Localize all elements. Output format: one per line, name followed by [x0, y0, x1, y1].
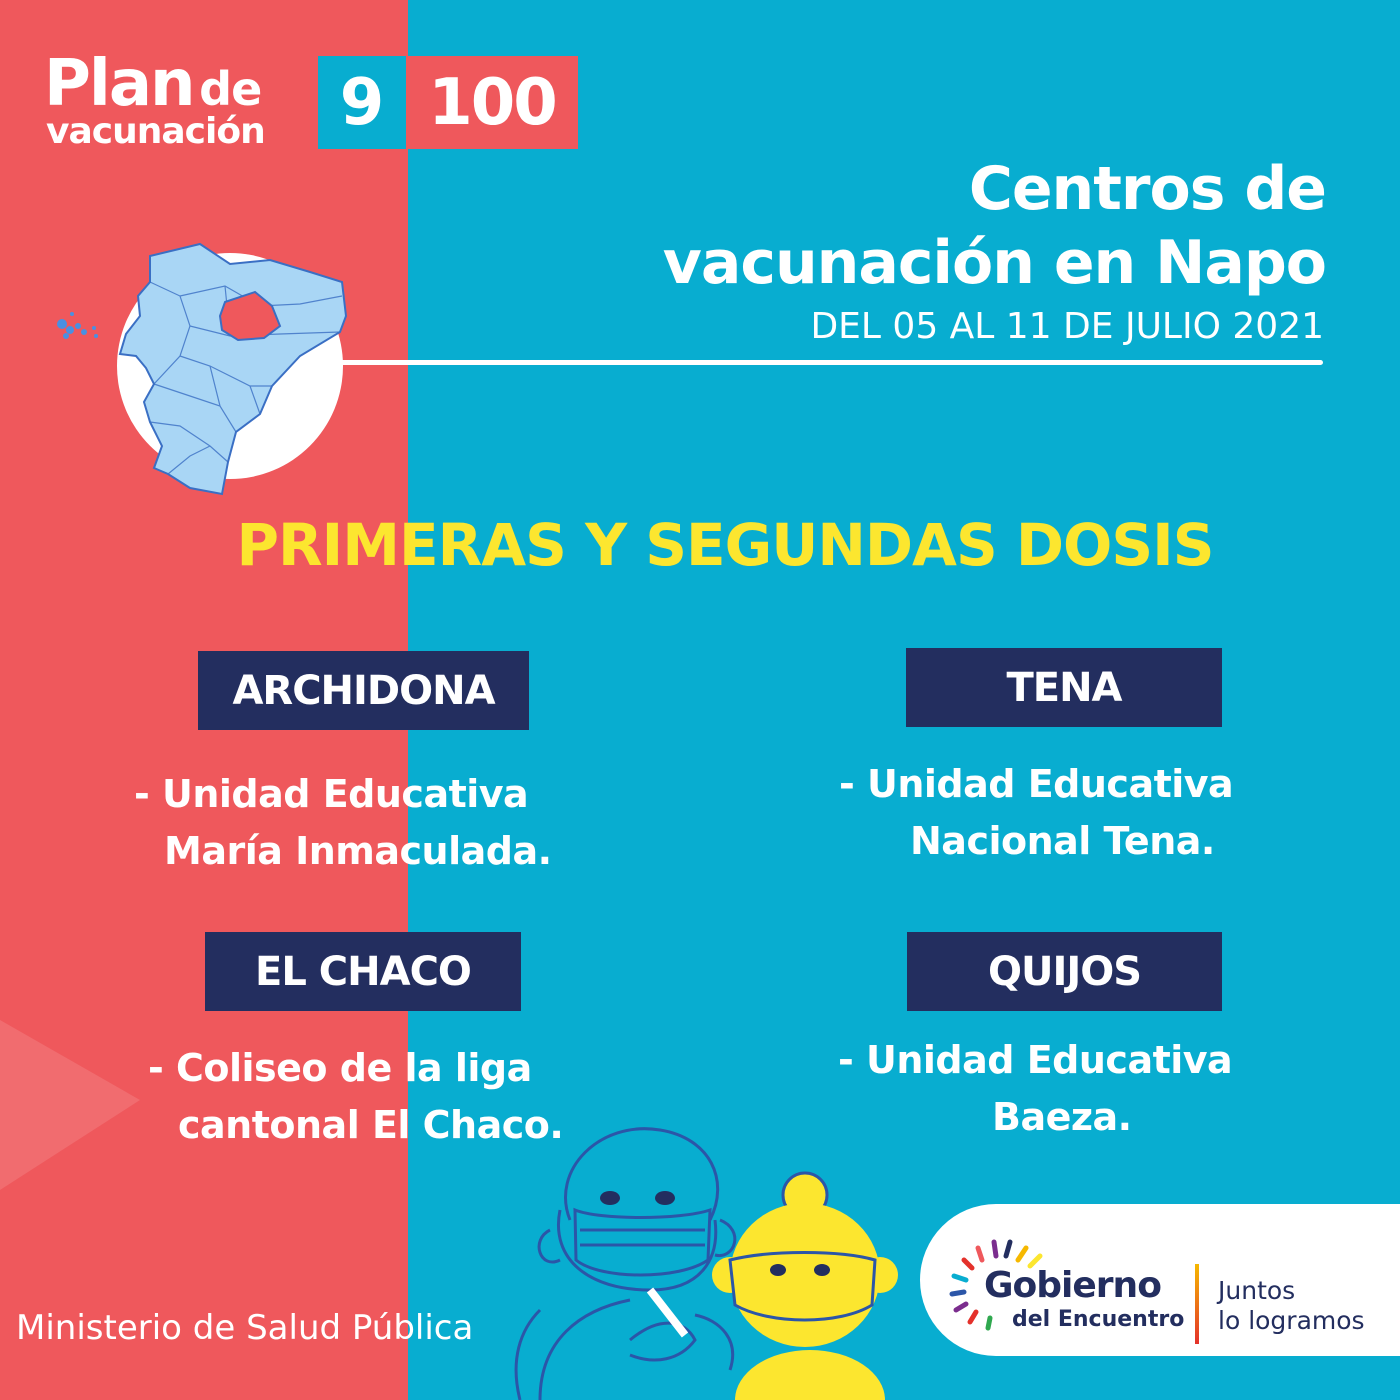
- del-encuentro-label: del Encuentro: [1012, 1307, 1185, 1332]
- canton-label-tena: TENA: [906, 648, 1222, 727]
- brand-plan-logo: [44, 47, 265, 152]
- center-quijos-line1: - Unidad Educativa: [838, 1038, 1233, 1082]
- center-archidona-line2: María Inmaculada.: [164, 829, 552, 873]
- tagline: [1218, 1276, 1365, 1336]
- title-line-1: Centros de: [968, 154, 1326, 224]
- tagline-line1: Juntos: [1218, 1276, 1296, 1305]
- canton-label-el-chaco: EL CHACO: [205, 932, 521, 1011]
- canton-label-archidona: ARCHIDONA: [198, 651, 529, 730]
- brand-de: de: [199, 62, 262, 116]
- page-title: [663, 152, 1326, 300]
- brand-vacunacion: vacunación: [46, 111, 265, 152]
- title-line-2: vacunación en Napo: [662, 228, 1326, 298]
- vaccination-illustration: [480, 1110, 920, 1400]
- ecuador-map-icon: [50, 236, 350, 496]
- center-tena-line2: Nacional Tena.: [910, 819, 1215, 863]
- arrow-decoration: [0, 1020, 140, 1190]
- brand-plan: Plan: [44, 47, 194, 121]
- ministerio-label: Ministerio de Salud Pública: [16, 1308, 474, 1348]
- gobierno-title: Gobierno: [984, 1265, 1161, 1306]
- brand-number-9: 9: [318, 56, 406, 149]
- center-archidona-line1: - Unidad Educativa: [134, 772, 529, 816]
- gobierno-separator: [1195, 1264, 1199, 1344]
- center-el-chaco-line1: - Coliseo de la liga: [148, 1046, 532, 1090]
- tagline-line2: lo logramos: [1218, 1306, 1365, 1335]
- center-tena-line1: - Unidad Educativa: [839, 762, 1234, 806]
- date-range: DEL 05 AL 11 DE JULIO 2021: [810, 306, 1324, 347]
- brand-number-100: 100: [406, 56, 578, 149]
- center-quijos-line2: Baeza.: [992, 1095, 1132, 1139]
- center-el-chaco-line2: cantonal El Chaco.: [178, 1103, 564, 1147]
- divider-line: [340, 360, 1323, 365]
- dosis-heading: PRIMERAS Y SEGUNDAS DOSIS: [236, 511, 1214, 579]
- canton-label-quijos: QUIJOS: [907, 932, 1222, 1011]
